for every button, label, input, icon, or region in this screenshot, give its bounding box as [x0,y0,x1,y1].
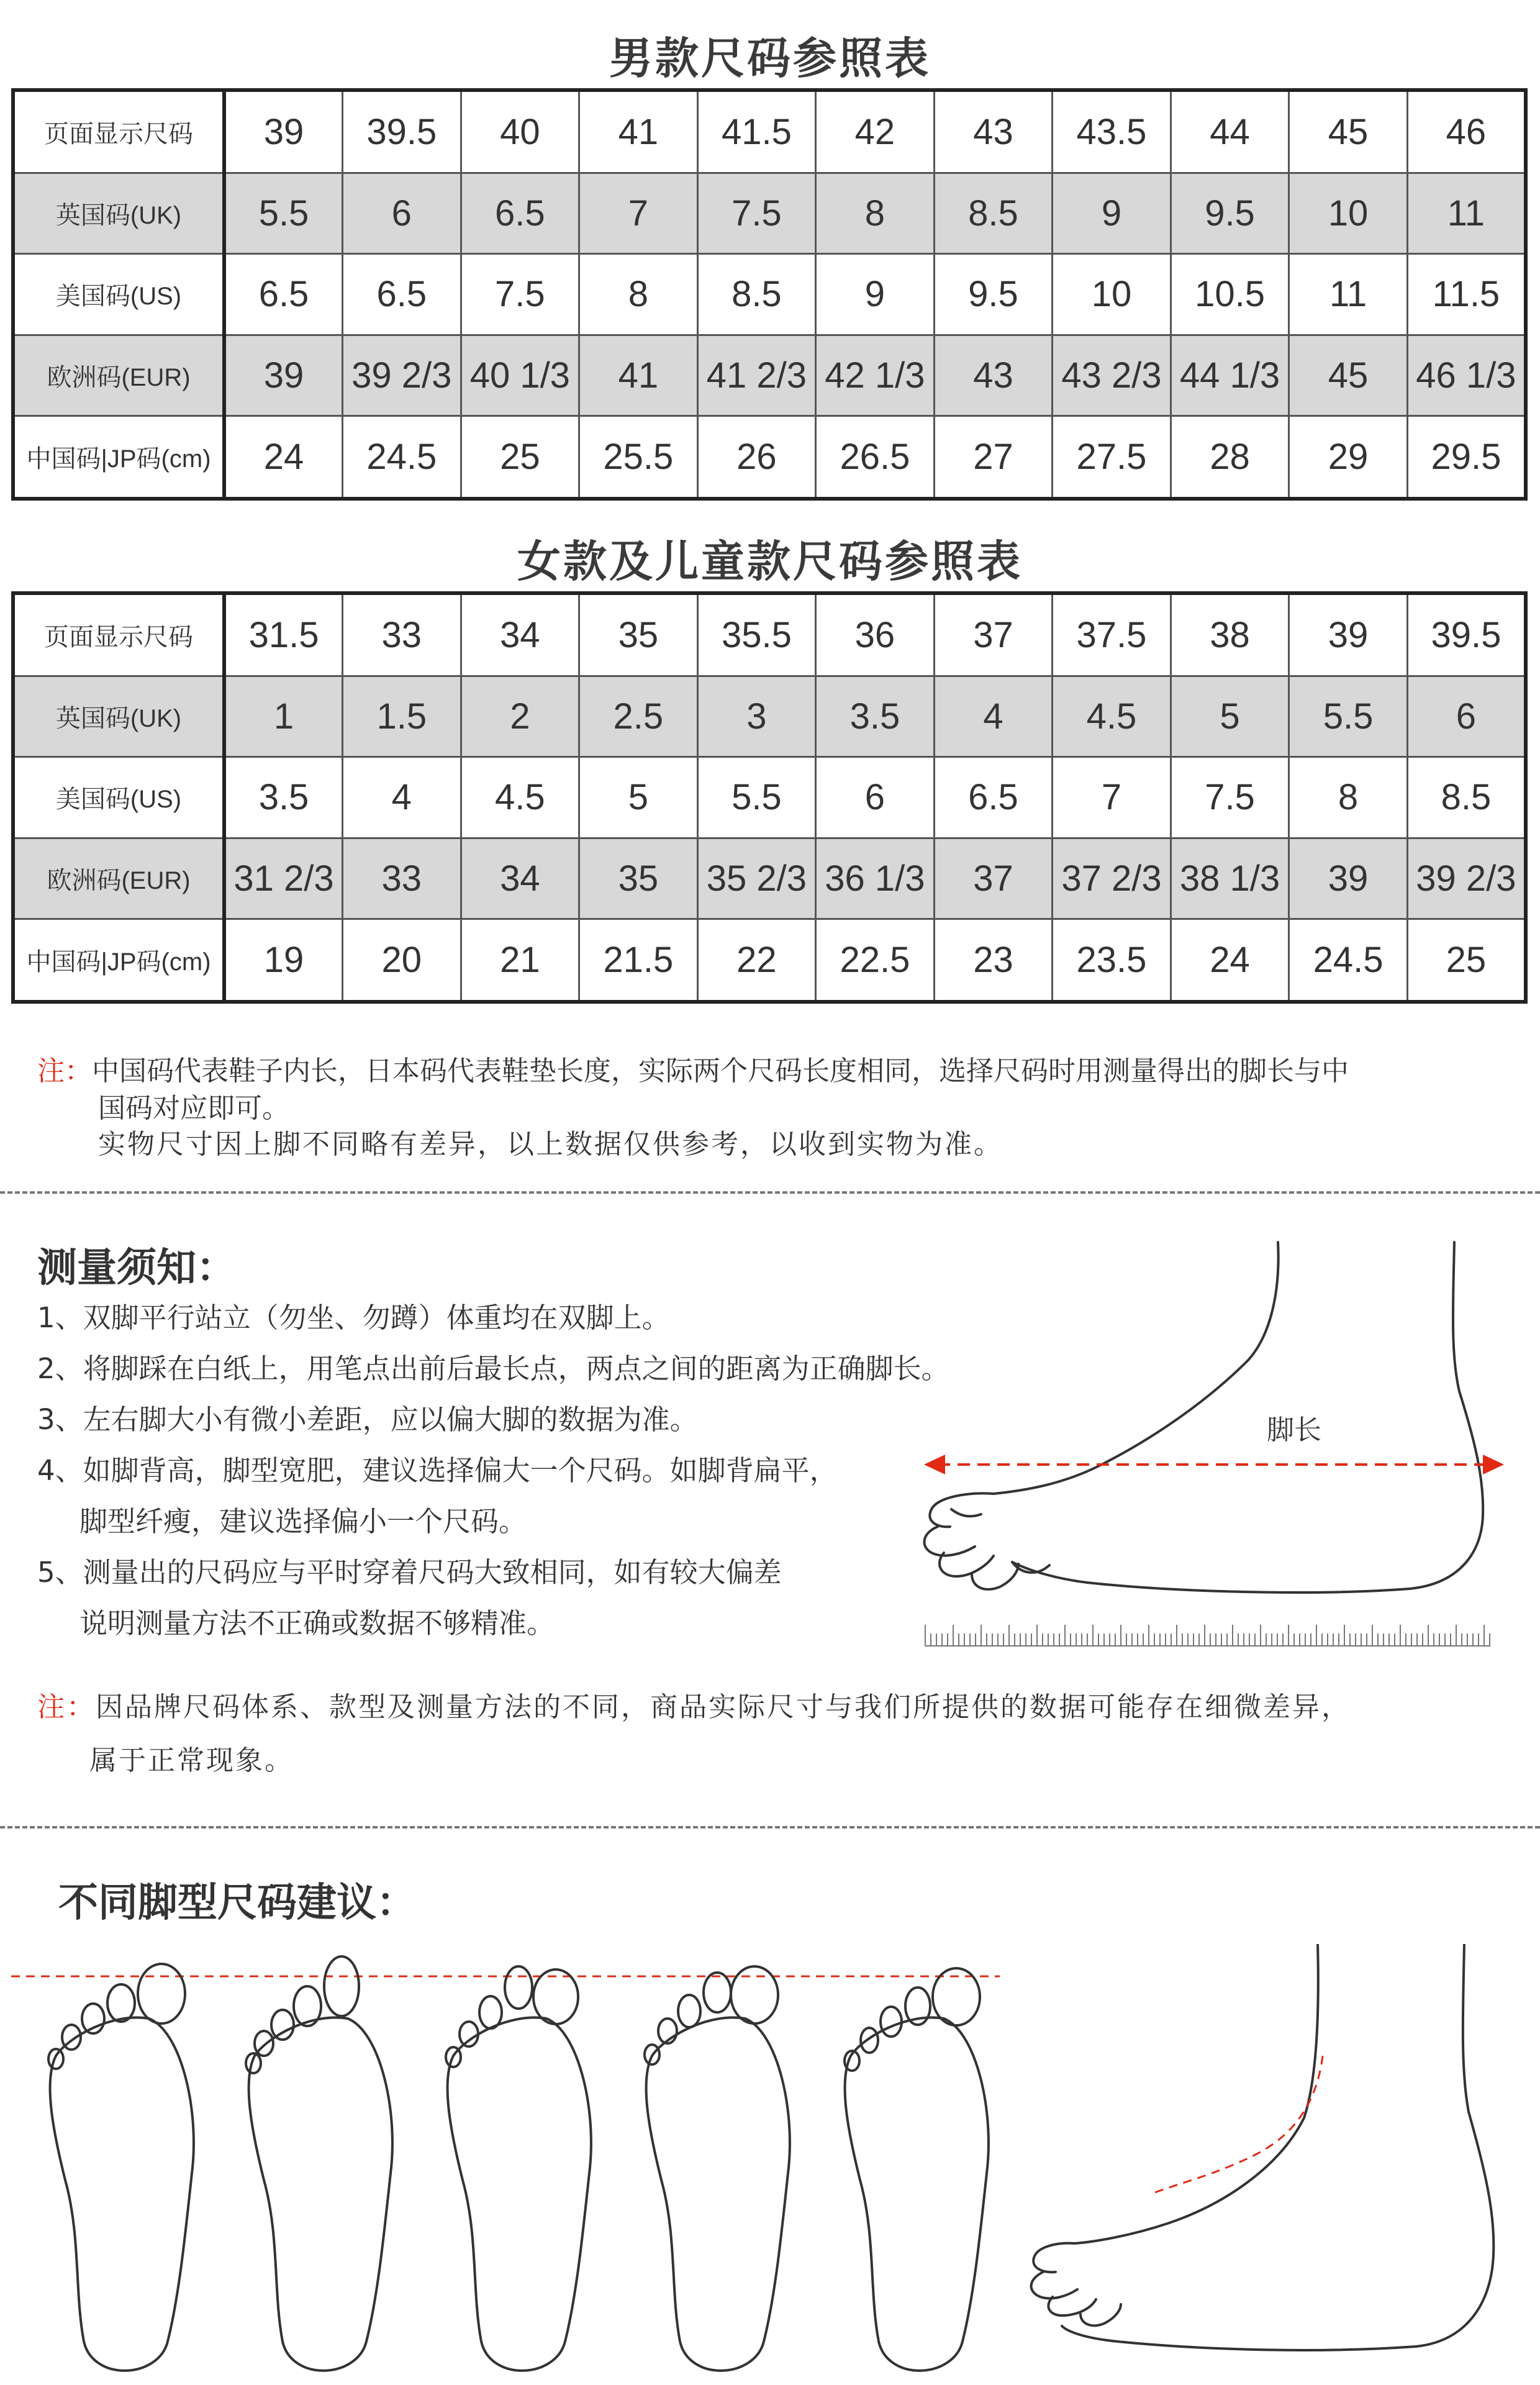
note2-line-1: 因品牌尺码体系、款型及测量方法的不同，商品实际尺寸与我们所提供的数据可能存在细微差异， [96,1691,1351,1723]
size-cell: 35.5 [697,593,816,676]
size-cell: 8.5 [934,173,1053,253]
size-cell: 26.5 [816,416,935,499]
size-cell: 11 [1289,254,1408,335]
size-note [37,1053,1349,1089]
note2-prefix: 注： [37,1691,96,1723]
size-cell: 41 [579,335,698,416]
size-cell: 44 1/3 [1171,335,1289,416]
size-cell: 39 2/3 [343,335,461,416]
toe-4 [972,1564,1018,1589]
size-cell: 23.5 [1053,919,1171,1002]
size-cell: 43.5 [1053,90,1171,173]
size-cell: 11 [1407,173,1526,253]
size-cell: 10.5 [1171,254,1289,335]
note2-line-2: 属于正常现象。 [89,1745,294,1776]
size-cell: 24.5 [1289,919,1408,1002]
size-cell: 21 [461,919,579,1002]
size-cell: 39 [1289,838,1408,919]
size-cell: 39 [1289,593,1408,676]
size-cell: 20 [343,919,461,1002]
foot-type-1 [48,1964,194,2371]
size-cell: 39 2/3 [1407,838,1526,919]
size-cell: 40 1/3 [461,335,579,416]
size-cell: 6.5 [343,254,461,335]
size-cell: 43 [934,335,1053,416]
size-cell: 43 2/3 [1053,335,1171,416]
size-cell: 6 [816,757,935,838]
size-cell: 26 [697,416,816,499]
foot-top-outline [994,1242,1279,1494]
size-cell: 4.5 [1053,676,1171,756]
size-cell: 6 [1407,676,1526,756]
foot-types-title: 不同脚型尺码建议： [58,1880,416,1926]
size-cell: 6.5 [934,757,1053,838]
size-cell: 38 [1171,593,1289,676]
foot-sole-outline [1012,1242,1483,1592]
size-cell: 6 [343,173,461,253]
men-row-1 [13,173,1526,253]
toe-2 [925,1527,975,1556]
measure-item-5: 5、测量出的尺码应与平时穿着尺码大致相同，如有较大偏差 [37,1556,782,1589]
size-cell: 33 [343,593,461,676]
men-row-3 [13,335,1526,416]
size-cell: 8.5 [1407,757,1526,838]
size-cell: 39 [224,335,343,416]
size-cell: 41 2/3 [697,335,816,416]
size-cell: 45 [1289,335,1408,416]
size-cell: 7 [579,173,698,253]
row-header: 中国码|JP码(cm) [13,919,224,1002]
women-row-1 [13,676,1526,756]
size-cell: 45 [1289,90,1408,173]
foot-outlines [48,1944,1493,2371]
size-cell: 7.5 [697,173,816,253]
instep-reference-line [1155,2056,1323,2192]
divider-2 [0,1826,1540,1828]
size-cell: 42 [816,90,935,173]
toe-1 [930,1493,994,1527]
men-row-4 [13,416,1526,499]
row-header: 英国码(UK) [13,676,224,756]
size-cell: 6.5 [461,173,579,253]
size-cell: 24 [1171,919,1289,1002]
size-cell: 37.5 [1053,593,1171,676]
note-prefix: 注： [37,1055,92,1087]
women-row-2 [13,757,1526,838]
size-cell: 3 [697,676,816,756]
row-header: 页面显示尺码 [13,593,224,676]
size-cell: 46 [1407,90,1526,173]
size-cell: 2.5 [579,676,698,756]
size-cell: 37 [934,838,1053,919]
size-cell: 3.5 [224,757,343,838]
foot-type-2 [246,1956,392,2371]
size-cell: 3.5 [816,676,935,756]
size-cell: 11.5 [1407,254,1526,335]
note-line-2: 国码对应即可。 [98,1093,289,1124]
size-cell: 9 [816,254,935,335]
measure-item-4: 4、如脚背高，脚型宽肥，建议选择偏大一个尺码。如脚背扁平， [37,1454,838,1487]
size-cell: 28 [1171,416,1289,499]
women-table-title: 女款及儿童款尺码参照表 [517,536,1023,587]
measure-item-4-cont: 脚型纤瘦，建议选择偏小一个尺码。 [79,1505,527,1538]
size-cell: 40 [461,90,579,173]
size-cell: 31.5 [224,593,343,676]
size-cell: 37 2/3 [1053,838,1171,919]
measure-item-1: 1、双脚平行站立（勿坐、勿蹲）体重均在双脚上。 [37,1301,670,1334]
divider-1 [0,1191,1540,1194]
foot-type-4 [645,1966,790,2371]
toe-nail [951,1509,981,1516]
size-cell: 44 [1171,90,1289,173]
women-size-table [11,591,1528,1004]
size-cell: 35 [579,838,698,919]
size-cell: 33 [343,838,461,919]
size-cell: 4 [343,757,461,838]
men-size-table [11,88,1528,501]
size-cell: 1.5 [343,676,461,756]
size-cell: 5 [579,757,698,838]
size-cell: 37 [934,593,1053,676]
women-row-4 [13,919,1526,1002]
size-cell: 29.5 [1407,416,1526,499]
foot-length-label: 脚长 [1267,1414,1321,1446]
size-cell: 1 [224,676,343,756]
size-cell: 29 [1289,416,1408,499]
size-cell: 22 [697,919,816,1002]
measure-item-5-cont: 说明测量方法不正确或数据不够精准。 [79,1607,555,1640]
size-cell: 39 [224,90,343,173]
size-cell: 8.5 [697,254,816,335]
ruler-ticks [925,1625,1490,1646]
size-cell: 2 [461,676,579,756]
size-cell: 23 [934,919,1053,1002]
arrow-left-icon [924,1455,945,1474]
men-row-0 [13,90,1526,173]
size-cell: 5 [1171,676,1289,756]
size-cell: 7 [1053,757,1171,838]
size-cell: 8 [579,254,698,335]
size-cell: 5.5 [224,173,343,253]
row-header: 美国码(US) [13,254,224,335]
size-cell: 19 [224,919,343,1002]
size-cell: 7.5 [1171,757,1289,838]
women-row-3 [13,838,1526,919]
measure-title: 测量须知： [37,1245,236,1291]
row-header: 美国码(US) [13,757,224,838]
size-cell: 6.5 [224,254,343,335]
size-cell: 25.5 [579,416,698,499]
size-cell: 42 1/3 [816,335,935,416]
size-cell: 46 1/3 [1407,335,1526,416]
size-cell: 8 [1289,757,1408,838]
size-cell: 27.5 [1053,416,1171,499]
brand-note [37,1689,1351,1725]
size-cell: 22.5 [816,919,935,1002]
size-cell: 4.5 [461,757,579,838]
size-cell: 25 [1407,919,1526,1002]
size-cell: 9 [1053,173,1171,253]
size-cell: 5.5 [1289,676,1408,756]
row-header: 英国码(UK) [13,173,224,253]
size-cell: 24.5 [343,416,461,499]
size-cell: 10 [1053,254,1171,335]
foot-type-5 [845,1968,989,2371]
measure-item-3: 3、左右脚大小有微小差距，应以偏大脚的数据为准。 [37,1403,698,1436]
size-cell: 34 [461,593,579,676]
women-row-0 [13,593,1526,676]
measure-item-2: 2、将脚踩在白纸上，用笔点出前后最长点，两点之间的距离为正确脚长。 [37,1352,949,1385]
row-header: 中国码|JP码(cm) [13,416,224,499]
size-cell: 21.5 [579,919,698,1002]
size-cell: 36 1/3 [816,838,935,919]
size-cell: 25 [461,416,579,499]
size-cell: 5.5 [697,757,816,838]
size-cell: 31 2/3 [224,838,343,919]
size-cell: 41 [579,90,698,173]
size-cell: 39.5 [1407,593,1526,676]
size-cell: 24 [224,416,343,499]
size-cell: 36 [816,593,935,676]
men-table-title: 男款尺码参照表 [609,33,931,84]
size-cell: 35 2/3 [697,838,816,919]
arrow-right-icon [1483,1455,1504,1474]
row-header: 欧洲码(EUR) [13,335,224,416]
size-cell: 39.5 [343,90,461,173]
note-line-3: 实物尺寸因上脚不同略有差异，以上数据仅供参考，以收到实物为准。 [98,1129,1003,1160]
size-cell: 34 [461,838,579,919]
foot-side-instep [1031,1944,1494,2350]
men-row-2 [13,254,1526,335]
size-cell: 35 [579,593,698,676]
row-header: 页面显示尺码 [13,90,224,173]
size-cell: 8 [816,173,935,253]
note-line-1: 中国码代表鞋子内长，日本码代表鞋垫长度，实际两个尺码长度相同，选择尺码时用测量得出的脚长与中 [92,1055,1349,1087]
size-cell: 7.5 [461,254,579,335]
size-cell: 27 [934,416,1053,499]
foot-type-3 [446,1966,591,2371]
row-header: 欧洲码(EUR) [13,838,224,919]
size-cell: 41.5 [697,90,816,173]
size-cell: 4 [934,676,1053,756]
foot-measure-illustration [913,1236,1521,1658]
size-cell: 9.5 [934,254,1053,335]
size-cell: 9.5 [1171,173,1289,253]
size-cell: 10 [1289,173,1408,253]
size-cell: 43 [934,90,1053,173]
foot-types-illustration [0,1944,1540,2385]
size-cell: 38 1/3 [1171,838,1289,919]
